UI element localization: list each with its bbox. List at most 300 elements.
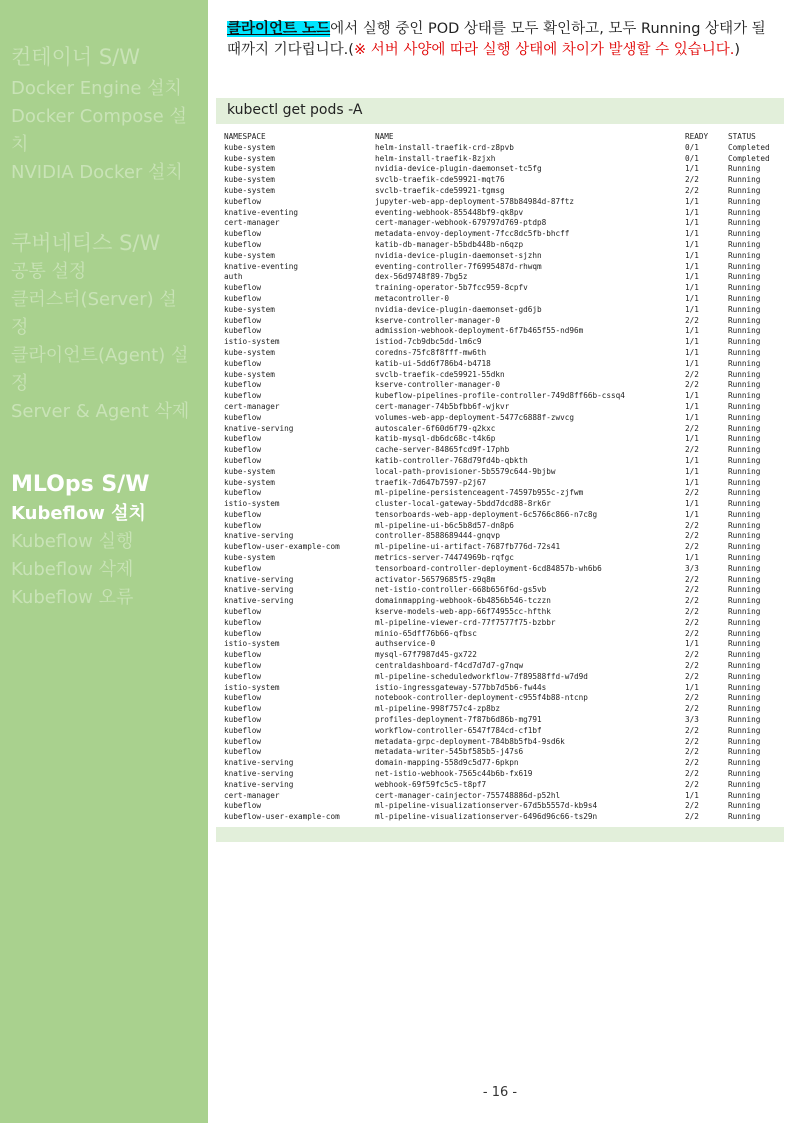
- cell-name: nvidia-device-plugin-daemonset-sjzhn: [375, 250, 542, 260]
- cell-name: kserve-models-web-app-66f74955cc-hfthk: [375, 607, 551, 617]
- cell-name: ml-pipeline-visualizationserver-6496d96c66-ts29n: [375, 812, 598, 822]
- cell-status: Running: [728, 585, 761, 595]
- cell-ready: 1/1: [685, 553, 699, 563]
- table-row: [224, 607, 784, 618]
- table-row: [224, 542, 784, 553]
- cell-status: Running: [728, 542, 761, 552]
- sidebar-item-common-settings[interactable]: 공통 설정: [11, 261, 87, 282]
- cell-name: ml-pipeline-visualizationserver-67d5b5557d-kb9s4: [375, 801, 598, 811]
- cell-name: metadata-writer-545bf585b5-j47s6: [375, 747, 524, 757]
- cell-namespace: knative-eventing: [224, 261, 299, 271]
- cell-name: kserve-controller-manager-0: [375, 315, 500, 325]
- cell-ready: 2/2: [685, 617, 699, 627]
- cell-status: Running: [728, 283, 761, 293]
- cell-ready: 2/2: [685, 747, 699, 757]
- cell-ready: 2/2: [685, 628, 699, 638]
- cell-namespace: knative-serving: [224, 574, 294, 584]
- cell-ready: 2/2: [685, 693, 699, 703]
- cell-name: dex-56d9748f89-7bg5z: [375, 272, 468, 282]
- sidebar-group-title: MLOps S/W: [11, 472, 150, 497]
- sidebar-item-kubeflow-install[interactable]: Kubeflow 설치: [11, 503, 146, 524]
- cell-namespace: kubeflow: [224, 715, 262, 725]
- cell-namespace: kube-system: [224, 369, 275, 379]
- cell-namespace: kubeflow: [224, 412, 262, 422]
- cell-name: helm-install-traefik-8zjxh: [375, 153, 496, 163]
- cell-name: ml-pipeline-ui-artifact-7687fb776d-72s41: [375, 542, 561, 552]
- cell-name: tensorboards-web-app-deployment-6c5766c866-n7c8g: [375, 509, 598, 519]
- table-row: [224, 585, 784, 596]
- cell-name: ml-pipeline-ui-b6c5b8d57-dn8p6: [375, 520, 514, 530]
- cell-ready: 1/1: [685, 229, 699, 239]
- cell-name: domainmapping-webhook-6b4856b546-tczzn: [375, 596, 551, 606]
- table-row: [224, 564, 784, 575]
- cell-ready: 2/2: [685, 650, 699, 660]
- cell-status: Running: [728, 185, 761, 195]
- cell-status: Running: [728, 563, 761, 573]
- table-row: [224, 240, 784, 251]
- cell-status: Running: [728, 445, 761, 455]
- cell-status: Running: [728, 304, 761, 314]
- cell-status: Running: [728, 423, 761, 433]
- cell-status: Running: [728, 196, 761, 206]
- cell-status: Running: [728, 455, 761, 465]
- cell-name: eventing-controller-7f6995487d-rhwqm: [375, 261, 542, 271]
- cell-namespace: knative-serving: [224, 423, 294, 433]
- cell-status: Running: [728, 218, 761, 228]
- table-row: [224, 704, 784, 715]
- cell-name: cluster-local-gateway-5bdd7dcd88-8rk6r: [375, 499, 551, 509]
- sidebar-group-title: 쿠버네티스 S/W: [11, 231, 161, 255]
- sidebar-item-kubeflow-error[interactable]: Kubeflow 오류: [11, 587, 134, 608]
- cell-name: katib-controller-768d79fd4b-qbkth: [375, 455, 528, 465]
- cell-status: Running: [728, 769, 761, 779]
- sidebar-group-container: [11, 42, 201, 187]
- cell-name: cert-manager-74b5bfbb6f-wjkvr: [375, 401, 510, 411]
- cell-namespace: kube-system: [224, 175, 275, 185]
- cell-status: Running: [728, 779, 761, 789]
- cell-namespace: cert-manager: [224, 401, 280, 411]
- cell-status: Running: [728, 725, 761, 735]
- table-row: [224, 283, 784, 294]
- table-row: [224, 726, 784, 737]
- cell-ready: 1/1: [685, 639, 699, 649]
- table-row: [224, 154, 784, 165]
- cell-status: Running: [728, 164, 761, 174]
- cell-namespace: kube-system: [224, 153, 275, 163]
- cell-name: cache-server-84865fcd9f-17phb: [375, 445, 510, 455]
- table-row: [224, 747, 784, 758]
- cell-name: jupyter-web-app-deployment-578b84984d-87ftz: [375, 196, 575, 206]
- cell-namespace: kubeflow: [224, 293, 262, 303]
- cell-name: minio-65dff76b66-qfbsc: [375, 628, 477, 638]
- cell-status: Completed: [728, 142, 770, 152]
- cell-namespace: kubeflow: [224, 315, 262, 325]
- cell-status: Running: [728, 250, 761, 260]
- table-row: [224, 186, 784, 197]
- cell-status: Running: [728, 207, 761, 217]
- output-footer-bar: [216, 827, 784, 842]
- cell-namespace: knative-serving: [224, 769, 294, 779]
- cell-ready: 1/1: [685, 337, 699, 347]
- intro-text: 에서 실행 중인 POD 상태를 모두 확인하고, 모두 Running 상태가 될 때까지 기다립니다.(: [227, 21, 766, 58]
- sidebar-item-docker-engine[interactable]: Docker Engine 설치: [11, 78, 182, 99]
- cell-namespace: kubeflow-user-example-com: [224, 812, 340, 822]
- cell-name: net-istio-webhook-7565c44b6b-fx619: [375, 769, 533, 779]
- cell-namespace: knative-eventing: [224, 207, 299, 217]
- cell-namespace: kubeflow: [224, 358, 262, 368]
- cell-ready: 2/2: [685, 769, 699, 779]
- cell-status: Running: [728, 326, 761, 336]
- cell-status: Running: [728, 682, 761, 692]
- cell-namespace: kube-system: [224, 347, 275, 357]
- cell-name: metrics-server-74474969b-rqfgc: [375, 553, 514, 563]
- cell-name: kubeflow-pipelines-profile-controller-749d8ff66b-cssq4: [375, 391, 625, 401]
- cell-namespace: kubeflow: [224, 488, 262, 498]
- cell-name: net-istio-controller-668b656f6d-gs5vb: [375, 585, 547, 595]
- table-row: [224, 218, 784, 229]
- table-row: [224, 629, 784, 640]
- cell-namespace: kube-system: [224, 553, 275, 563]
- header-namespace: NAMESPACE: [224, 132, 266, 141]
- cell-status: Running: [728, 607, 761, 617]
- cell-status: Running: [728, 531, 761, 541]
- page-number: - 16 -: [482, 1085, 518, 1100]
- intro-note: ※ 서버 사양에 따라 실행 상태에 차이가 발생할 수 있습니다.: [353, 42, 735, 58]
- cell-status: Running: [728, 239, 761, 249]
- cell-ready: 2/2: [685, 531, 699, 541]
- cell-ready: 2/2: [685, 445, 699, 455]
- cell-ready: 1/1: [685, 283, 699, 293]
- cell-name: tensorboard-controller-deployment-6cd84857b-wh6b6: [375, 563, 602, 573]
- pods-table: [224, 132, 784, 823]
- cell-ready: 2/2: [685, 574, 699, 584]
- cell-status: Running: [728, 293, 761, 303]
- cell-status: Running: [728, 391, 761, 401]
- cell-ready: 2/2: [685, 585, 699, 595]
- table-row: [224, 510, 784, 521]
- cell-ready: 2/2: [685, 725, 699, 735]
- cell-ready: 1/1: [685, 790, 699, 800]
- cell-name: webhook-69f59fc5c5-t8pf7: [375, 779, 487, 789]
- cell-status: Running: [728, 747, 761, 757]
- cell-ready: 2/2: [685, 812, 699, 822]
- cell-ready: 2/2: [685, 758, 699, 768]
- table-row: [224, 737, 784, 748]
- table-row: [224, 402, 784, 413]
- cell-status: Running: [728, 790, 761, 800]
- cell-namespace: kubeflow: [224, 607, 262, 617]
- header-name: NAME: [375, 132, 394, 141]
- table-row: [224, 305, 784, 316]
- cell-namespace: kubeflow: [224, 661, 262, 671]
- table-row: [224, 445, 784, 456]
- cell-name: nvidia-device-plugin-daemonset-gd6jb: [375, 304, 542, 314]
- cell-status: Running: [728, 661, 761, 671]
- cell-name: domain-mapping-558d9c5d77-6pkpn: [375, 758, 519, 768]
- sidebar-group-mlops: [11, 470, 149, 612]
- cell-status: Running: [728, 758, 761, 768]
- cell-status: Running: [728, 337, 761, 347]
- cell-namespace: kubeflow: [224, 509, 262, 519]
- cell-name: local-path-provisioner-5b5579c644-9bjbw: [375, 466, 556, 476]
- cell-ready: 1/1: [685, 326, 699, 336]
- sidebar-item-kubeflow-delete[interactable]: Kubeflow 삭제: [11, 559, 134, 580]
- cell-name: metacontroller-0: [375, 293, 450, 303]
- table-row: [224, 693, 784, 704]
- cell-status: Running: [728, 229, 761, 239]
- cell-ready: 1/1: [685, 358, 699, 368]
- table-row: [224, 499, 784, 510]
- table-row: [224, 229, 784, 240]
- cell-name: eventing-webhook-855448bf9-qk8pv: [375, 207, 524, 217]
- cell-name: svclb-traefik-cde59921-55dkn: [375, 369, 505, 379]
- cell-ready: 0/1: [685, 142, 699, 152]
- table-row: [224, 413, 784, 424]
- cell-name: training-operator-5b7fcc959-8cpfv: [375, 283, 528, 293]
- table-row: [224, 467, 784, 478]
- cell-name: metadata-envoy-deployment-7fcc8dc5fb-bhcff: [375, 229, 570, 239]
- cell-ready: 2/2: [685, 542, 699, 552]
- cell-namespace: knative-serving: [224, 596, 294, 606]
- sidebar-item-cluster-server[interactable]: 클러스터(Server) 설정: [11, 289, 177, 338]
- cell-namespace: istio-system: [224, 639, 280, 649]
- table-row: [224, 251, 784, 262]
- client-node-highlight: 클라이언트 노드: [227, 21, 331, 37]
- table-row: [224, 812, 784, 823]
- table-row: [224, 337, 784, 348]
- cell-namespace: kube-system: [224, 477, 275, 487]
- sidebar-item-docker-compose[interactable]: Docker Compose 설치: [11, 106, 187, 155]
- cell-namespace: kube-system: [224, 185, 275, 195]
- table-row: [224, 639, 784, 650]
- table-row: [224, 488, 784, 499]
- cell-namespace: kubeflow: [224, 283, 262, 293]
- cell-ready: 1/1: [685, 434, 699, 444]
- cell-status: Running: [728, 401, 761, 411]
- cell-namespace: kubeflow: [224, 434, 262, 444]
- cell-namespace: knative-serving: [224, 531, 294, 541]
- cell-name: ml-pipeline-scheduledworkflow-7f89588ffd-w7d9d: [375, 671, 588, 681]
- cell-ready: 1/1: [685, 218, 699, 228]
- cell-namespace: kubeflow: [224, 725, 262, 735]
- cell-name: autoscaler-6f60d6f79-q2kxc: [375, 423, 496, 433]
- cell-name: coredns-75fc8f8fff-mw6th: [375, 347, 487, 357]
- cell-ready: 1/1: [685, 293, 699, 303]
- table-row: [224, 531, 784, 542]
- cell-status: Running: [728, 380, 761, 390]
- cell-name: ml-pipeline-viewer-crd-77f7577f75-bzbbr: [375, 617, 556, 627]
- cell-name: katib-ui-5dd6f786b4-b4718: [375, 358, 491, 368]
- cell-name: authservice-0: [375, 639, 436, 649]
- cell-status: Running: [728, 358, 761, 368]
- sidebar-item-client-agent[interactable]: 클라이언트(Agent) 설정: [11, 345, 189, 394]
- cell-status: Running: [728, 812, 761, 822]
- cell-namespace: istio-system: [224, 682, 280, 692]
- cell-name: ml-pipeline-998f757c4-zp8bz: [375, 704, 500, 714]
- table-row: [224, 661, 784, 672]
- table-row: [224, 758, 784, 769]
- cell-name: metadata-grpc-deployment-784b8b5fb4-9sd6k: [375, 736, 565, 746]
- cell-status: Running: [728, 175, 761, 185]
- cell-name: activator-56579685f5-z9q8m: [375, 574, 496, 584]
- cell-namespace: kubeflow: [224, 801, 262, 811]
- table-row: [224, 208, 784, 219]
- cell-namespace: kubeflow: [224, 380, 262, 390]
- cell-namespace: kubeflow: [224, 650, 262, 660]
- cell-namespace: knative-serving: [224, 758, 294, 768]
- cell-name: istiod-7cb9dbc5dd-lm6c9: [375, 337, 482, 347]
- table-row: [224, 791, 784, 802]
- sidebar-item-kubeflow-run[interactable]: Kubeflow 실행: [11, 531, 134, 552]
- cell-namespace: kubeflow: [224, 563, 262, 573]
- table-row: [224, 316, 784, 327]
- cell-ready: 1/1: [685, 239, 699, 249]
- cell-name: admission-webhook-deployment-6f7b465f55-nd96m: [375, 326, 584, 336]
- cell-name: traefik-7d647b7597-p2j67: [375, 477, 487, 487]
- cell-ready: 1/1: [685, 412, 699, 422]
- cell-ready: 2/2: [685, 380, 699, 390]
- cell-namespace: kubeflow: [224, 671, 262, 681]
- command-text: kubectl get pods -A: [227, 102, 363, 118]
- cell-ready: 1/1: [685, 304, 699, 314]
- cell-namespace: istio-system: [224, 499, 280, 509]
- cell-namespace: kubeflow-user-example-com: [224, 542, 340, 552]
- sidebar-group-title: 컨테이너 S/W: [11, 45, 140, 69]
- cell-status: Running: [728, 499, 761, 509]
- table-row: [224, 683, 784, 694]
- table-row: [224, 424, 784, 435]
- table-row: [224, 618, 784, 629]
- table-row: [224, 456, 784, 467]
- cell-ready: 2/2: [685, 736, 699, 746]
- table-row: [224, 272, 784, 283]
- cell-status: Running: [728, 272, 761, 282]
- cell-status: Running: [728, 488, 761, 498]
- cell-ready: 1/1: [685, 250, 699, 260]
- cell-status: Running: [728, 477, 761, 487]
- cell-ready: 2/2: [685, 801, 699, 811]
- cell-ready: 2/2: [685, 779, 699, 789]
- cell-status: Running: [728, 261, 761, 271]
- cell-ready: 2/2: [685, 488, 699, 498]
- cell-ready: 2/2: [685, 185, 699, 195]
- table-row: [224, 380, 784, 391]
- cell-ready: 2/2: [685, 520, 699, 530]
- cell-status: Running: [728, 466, 761, 476]
- table-row: [224, 780, 784, 791]
- cell-namespace: kube-system: [224, 164, 275, 174]
- table-row: [224, 801, 784, 812]
- table-row: [224, 164, 784, 175]
- cell-ready: 1/1: [685, 164, 699, 174]
- cell-ready: 1/1: [685, 499, 699, 509]
- header-status: STATUS: [728, 132, 756, 141]
- cell-name: istio-ingressgateway-577bb7d5b6-fw44s: [375, 682, 547, 692]
- cell-name: helm-install-traefik-crd-z8pvb: [375, 142, 514, 152]
- cell-status: Running: [728, 434, 761, 444]
- cell-status: Running: [728, 347, 761, 357]
- cell-ready: 1/1: [685, 509, 699, 519]
- cell-ready: 2/2: [685, 704, 699, 714]
- cell-namespace: cert-manager: [224, 218, 280, 228]
- cell-status: Running: [728, 574, 761, 584]
- cell-status: Running: [728, 315, 761, 325]
- table-row: [224, 391, 784, 402]
- table-row: [224, 143, 784, 154]
- cell-name: centraldashboard-f4cd7d7d7-g7nqw: [375, 661, 524, 671]
- cell-namespace: kubeflow: [224, 326, 262, 336]
- cell-status: Running: [728, 553, 761, 563]
- sidebar-item-nvidia-docker[interactable]: NVIDIA Docker 설치: [11, 162, 183, 183]
- cell-namespace: kubeflow: [224, 693, 262, 703]
- cell-ready: 2/2: [685, 661, 699, 671]
- cell-ready: 3/3: [685, 715, 699, 725]
- cell-namespace: kubeflow: [224, 747, 262, 757]
- sidebar-item-server-agent-delete[interactable]: Server & Agent 삭제: [11, 401, 190, 422]
- cell-ready: 1/1: [685, 196, 699, 206]
- cell-status: Running: [728, 596, 761, 606]
- cell-status: Running: [728, 736, 761, 746]
- cell-ready: 1/1: [685, 455, 699, 465]
- cell-ready: 1/1: [685, 272, 699, 282]
- cell-namespace: kube-system: [224, 250, 275, 260]
- cell-namespace: kubeflow: [224, 229, 262, 239]
- cell-ready: 2/2: [685, 369, 699, 379]
- cell-status: Running: [728, 715, 761, 725]
- cell-name: cert-manager-webhook-679797d769-ptdp8: [375, 218, 547, 228]
- table-row: [224, 478, 784, 489]
- table-row: [224, 521, 784, 532]
- cell-status: Running: [728, 520, 761, 530]
- cell-status: Running: [728, 693, 761, 703]
- table-row: [224, 262, 784, 273]
- cell-namespace: kubeflow: [224, 520, 262, 530]
- table-row: [224, 553, 784, 564]
- cell-status: Running: [728, 801, 761, 811]
- cell-name: workflow-controller-6547f784cd-cf1bf: [375, 725, 542, 735]
- table-row: [224, 326, 784, 337]
- cell-name: mysql-67f7987d45-gx722: [375, 650, 477, 660]
- cell-namespace: kubeflow: [224, 239, 262, 249]
- intro-close: ): [734, 42, 741, 58]
- cell-ready: 2/2: [685, 596, 699, 606]
- cell-name: kserve-controller-manager-0: [375, 380, 500, 390]
- cell-namespace: knative-serving: [224, 779, 294, 789]
- cell-name: profiles-deployment-7f87b6d86b-mg791: [375, 715, 542, 725]
- cell-namespace: kubeflow: [224, 617, 262, 627]
- cell-ready: 1/1: [685, 207, 699, 217]
- cell-namespace: istio-system: [224, 337, 280, 347]
- cell-ready: 1/1: [685, 466, 699, 476]
- table-row: [224, 672, 784, 683]
- cell-ready: 1/1: [685, 682, 699, 692]
- cell-namespace: kube-system: [224, 142, 275, 152]
- cell-namespace: kubeflow: [224, 628, 262, 638]
- cell-ready: 2/2: [685, 423, 699, 433]
- cell-namespace: kube-system: [224, 304, 275, 314]
- cell-ready: 1/1: [685, 477, 699, 487]
- cell-ready: 2/2: [685, 671, 699, 681]
- table-row: [224, 434, 784, 445]
- cell-name: controller-8588689444-gnqvp: [375, 531, 500, 541]
- table-row: [224, 294, 784, 305]
- cell-ready: 1/1: [685, 347, 699, 357]
- table-row: [224, 175, 784, 186]
- cell-namespace: kubeflow: [224, 736, 262, 746]
- table-row: [224, 370, 784, 381]
- cell-status: Running: [728, 509, 761, 519]
- command-output: [216, 124, 784, 827]
